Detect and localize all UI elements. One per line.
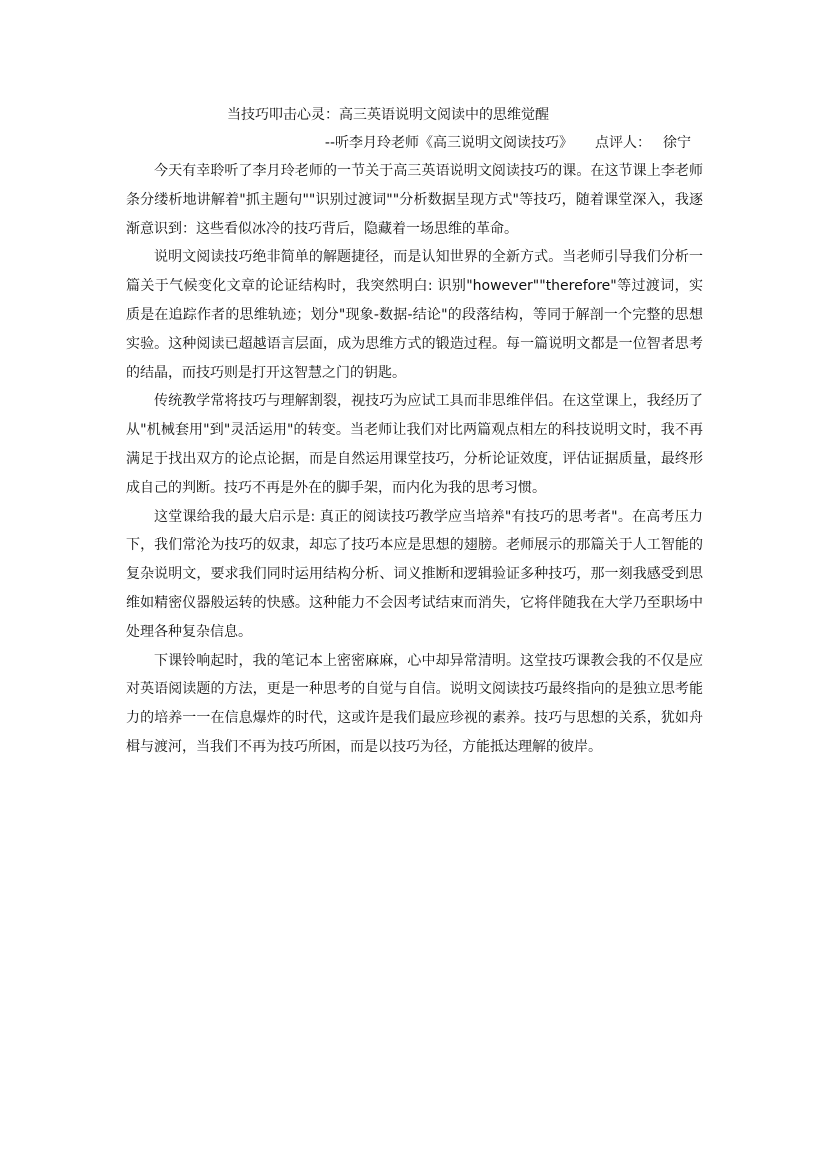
document-page	[126, 100, 703, 762]
paragraph: 今天有幸聆听了李月玲老师的一节关于高三英语说明文阅读技巧的课。在这节课上李老师条分缕析地讲解着"抓主题句""识别过渡词""分析数据呈现方式"等技巧，随着课堂深入，我逐渐意识到：这些看似冰冷的技巧背后，隐藏着一场思维的革命。	[126, 163, 703, 237]
paragraph: 说明文阅读技巧绝非简单的解题捷径，而是认知世界的全新方式。当老师引导我们分析一篇关于气候变化文章的论证结构时，我突然明白: 识别"however""therefore"等过渡词，实质是在追踪作者的思维轨迹；划分"现象-数据-结论"的段落结构，等同于解剖一个完整的思想实验。这种阅读已超越语言层面，成为思维方式的锻造过程。每一篇说明文都是一位智者思考的结晶，而技巧则是打开这智慧之门的钥匙。	[126, 249, 703, 381]
document-body	[126, 157, 703, 762]
reviewer-label: 点评人：	[595, 135, 651, 151]
reviewer-name: 徐宁	[663, 135, 691, 151]
paragraph: 这堂课给我的最大启示是: 真正的阅读技巧教学应当培养"有技巧的思考者"。在高考压力下，我们常沦为技巧的奴隶，却忘了技巧本应是思想的翅膀。老师展示的那篇关于人工智能的复杂说明文，要求我们同时运用结构分析、词义推断和逻辑验证多种技巧，那一刻我感受到思维如精密仪器般运转的快感。这种能力不会因考试结束而消失，它将伴随我在大学乃至职场中处理各种复杂信息。	[126, 508, 703, 640]
paragraph: 传统教学常将技巧与理解割裂，视技巧为应试工具而非思维伴侣。在这堂课上，我经历了从"机械套用"到"灵活运用"的转变。当老师让我们对比两篇观点相左的科技说明文时，我不再满足于找出双方的论点论据，而是自然运用课堂技巧，分析论证效度，评估证据质量，最终形成自己的判断。技巧不再是外在的脚手架，而内化为我的思考习惯。	[126, 393, 703, 496]
paragraph: 下课铃响起时，我的笔记本上密密麻麻，心中却异常清明。这堂技巧课教会我的不仅是应对英语阅读题的方法，更是一种思考的自觉与自信。说明文阅读技巧最终指向的是独立思考能力的培养一一在信息爆炸的时代，这或许是我们最应珍视的素养。技巧与思想的关系，犹如舟楫与渡河，当我们不再为技巧所困，而是以技巧为径，方能抵达理解的彼岸。	[126, 652, 703, 755]
document-title: 当技巧叩击心灵：高三英语说明文阅读中的思维觉醒	[227, 107, 549, 123]
document-subtitle	[126, 132, 703, 154]
subtitle-source: --听李月玲老师《高三说明文阅读技巧》	[324, 135, 573, 151]
